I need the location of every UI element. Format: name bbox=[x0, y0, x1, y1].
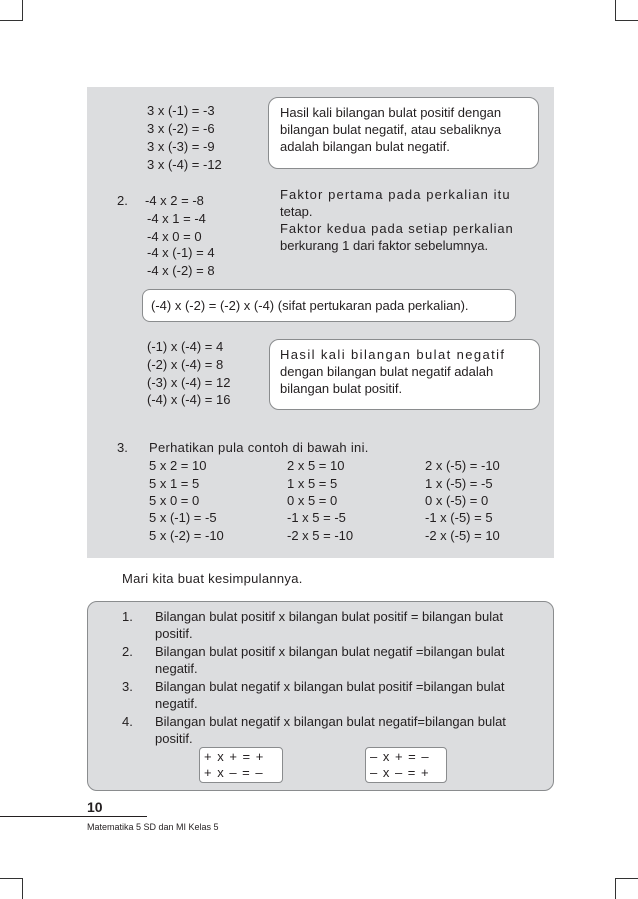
crop-mark-top-right bbox=[615, 0, 638, 21]
conclusion-item-text: Bilangan bulat negatif x bilangan bulat positif =bilangan bulat bbox=[155, 679, 505, 694]
equation: 1 x (-5) = -5 bbox=[425, 476, 493, 491]
equation: -1 x (-5) = 5 bbox=[425, 510, 493, 525]
conclusion-box bbox=[87, 601, 554, 791]
book-title: Matematika 5 SD dan MI Kelas 5 bbox=[87, 822, 219, 832]
equation: 5 x 2 = 10 bbox=[149, 458, 207, 473]
conclusion-item-text: Bilangan bulat positif x bilangan bulat negatif =bilangan bulat bbox=[155, 644, 505, 659]
conclusion-item-number: 3. bbox=[122, 679, 133, 694]
equation: 3 x (-3) = -9 bbox=[147, 139, 215, 154]
crop-mark-top-left bbox=[0, 0, 23, 21]
conclusion-item-text: negatif. bbox=[155, 696, 198, 711]
equation: 5 x 1 = 5 bbox=[149, 476, 200, 491]
conclusion-item-text: negatif. bbox=[155, 661, 198, 676]
note-positive-times-negative: Hasil kali bilangan bulat positif dengan bilangan bulat negatif, atau sebaliknya adalah bilangan bulat negatif. bbox=[268, 97, 539, 169]
equation: -4 x 1 = -4 bbox=[147, 211, 206, 226]
equation: -4 x (-1) = 4 bbox=[147, 245, 215, 260]
equation: 2 x (-5) = -10 bbox=[425, 458, 500, 473]
conclusion-item-text: Bilangan bulat negatif x bilangan bulat negatif=bilangan bulat bbox=[155, 714, 506, 729]
equation: 5 x 0 = 0 bbox=[149, 493, 200, 508]
conclusion-item-text: positif. bbox=[155, 731, 193, 746]
equation: 3 x (-4) = -12 bbox=[147, 157, 222, 172]
section2-number: 2. bbox=[117, 193, 128, 208]
equation: 5 x (-2) = -10 bbox=[149, 528, 224, 543]
crop-mark-bottom-right bbox=[615, 878, 638, 899]
conclusion-item-text: positif. bbox=[155, 626, 193, 641]
equation: 2 x 5 = 10 bbox=[287, 458, 345, 473]
equation: 5 x (-1) = -5 bbox=[149, 510, 217, 525]
section3-number: 3. bbox=[117, 440, 128, 455]
equation: 0 x 5 = 0 bbox=[287, 493, 338, 508]
section3-heading: Perhatikan pula contoh di bawah ini. bbox=[149, 440, 369, 455]
equation: -2 x 5 = -10 bbox=[287, 528, 354, 543]
conclusion-intro: Mari kita buat kesimpulannya. bbox=[122, 571, 303, 586]
equation: 3 x (-1) = -3 bbox=[147, 103, 215, 118]
equation: -4 x (-2) = 8 bbox=[147, 263, 215, 278]
conclusion-item-number: 1. bbox=[122, 609, 133, 624]
equation: -4 x 2 = -8 bbox=[145, 193, 204, 208]
page-number: 10 bbox=[87, 799, 103, 815]
sign-rules-positive-first: + x + = + + x – = – bbox=[199, 747, 283, 783]
equation: (-2) x (-4) = 8 bbox=[147, 357, 224, 372]
commutative-note: (-4) x (-2) = (-2) x (-4) (sifat pertukaran pada perkalian). bbox=[142, 289, 516, 322]
equation: 0 x (-5) = 0 bbox=[425, 493, 489, 508]
factor-explanation: Faktor pertama pada perkalian itu tetap. Faktor kedua pada setiap perkalian berkurang 1 dari faktor sebelumnya. bbox=[280, 187, 514, 253]
equation: (-1) x (-4) = 4 bbox=[147, 339, 224, 354]
equation: (-4) x (-4) = 16 bbox=[147, 392, 231, 407]
equation: 1 x 5 = 5 bbox=[287, 476, 338, 491]
note-negative-times-negative: Hasil kali bilangan bulat negatif dengan bilangan bulat negatif adalah bilangan bulat positif. bbox=[269, 339, 540, 410]
crop-mark-bottom-left bbox=[0, 878, 23, 899]
equation: 3 x (-2) = -6 bbox=[147, 121, 215, 136]
equation: (-3) x (-4) = 12 bbox=[147, 375, 231, 390]
conclusion-item-number: 4. bbox=[122, 714, 133, 729]
equation: -2 x (-5) = 10 bbox=[425, 528, 500, 543]
sign-rules-negative-first: – x + = – – x – = + bbox=[365, 747, 447, 783]
equation: -1 x 5 = -5 bbox=[287, 510, 346, 525]
equation: -4 x 0 = 0 bbox=[147, 229, 202, 244]
conclusion-item-text: Bilangan bulat positif x bilangan bulat positif = bilangan bulat bbox=[155, 609, 503, 624]
footer-rule bbox=[0, 816, 147, 817]
conclusion-item-number: 2. bbox=[122, 644, 133, 659]
